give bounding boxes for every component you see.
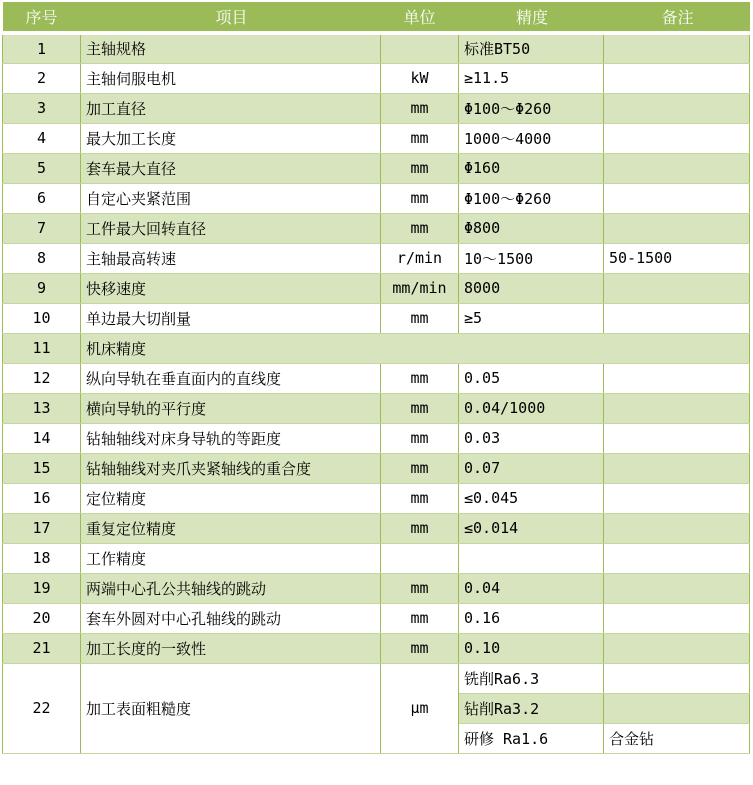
table-row-17 — [3, 513, 750, 543]
cell-precision: ≤0.014 — [459, 513, 604, 543]
cell-note — [604, 363, 750, 393]
cell-no: 13 — [3, 393, 81, 423]
cell-item: 主轴伺服电机 — [81, 63, 381, 93]
cell-unit: mm — [381, 423, 459, 453]
cell-item: 主轴规格 — [81, 33, 381, 63]
cell-precision: 0.05 — [459, 363, 604, 393]
table-row-4 — [3, 123, 750, 153]
table-row-10 — [3, 303, 750, 333]
cell-no: 2 — [3, 63, 81, 93]
cell-item: 单边最大切削量 — [81, 303, 381, 333]
cell-item: 套车外圆对中心孔轴线的跳动 — [81, 603, 381, 633]
cell-unit: mm — [381, 363, 459, 393]
cell-precision: 0.04/1000 — [459, 393, 604, 423]
cell-item: 加工长度的一致性 — [81, 633, 381, 663]
cell-item: 加工直径 — [81, 93, 381, 123]
cell-item: 定位精度 — [81, 483, 381, 513]
cell-no: 20 — [3, 603, 81, 633]
cell-item: 机床精度 — [81, 333, 750, 363]
cell-precision: 标准BT50 — [459, 33, 604, 63]
cell-item: 纵向导轨在垂直面内的直线度 — [81, 363, 381, 393]
table-row-1 — [3, 33, 750, 63]
cell-item: 工作精度 — [81, 543, 381, 573]
table-header — [3, 2, 750, 33]
cell-note — [604, 33, 750, 63]
table-row-22-sub1 — [3, 663, 750, 693]
cell-precision: ≥5 — [459, 303, 604, 333]
cell-note — [604, 543, 750, 573]
cell-no: 4 — [3, 123, 81, 153]
spec-table — [2, 2, 750, 754]
cell-no: 6 — [3, 183, 81, 213]
table-row-16 — [3, 483, 750, 513]
cell-no: 17 — [3, 513, 81, 543]
cell-no: 19 — [3, 573, 81, 603]
table-row-14 — [3, 423, 750, 453]
column-header-unit: 单位 — [381, 2, 459, 33]
cell-note — [604, 663, 750, 693]
cell-note — [604, 93, 750, 123]
cell-precision: 0.10 — [459, 633, 604, 663]
cell-no: 5 — [3, 153, 81, 183]
cell-precision: 0.04 — [459, 573, 604, 603]
cell-precision: 0.07 — [459, 453, 604, 483]
cell-note — [604, 213, 750, 243]
cell-item: 主轴最高转速 — [81, 243, 381, 273]
cell-note — [604, 603, 750, 633]
cell-precision: Φ160 — [459, 153, 604, 183]
cell-no: 18 — [3, 543, 81, 573]
cell-precision: 8000 — [459, 273, 604, 303]
cell-note — [604, 633, 750, 663]
cell-precision: 10～1500 — [459, 243, 604, 273]
cell-unit: mm — [381, 603, 459, 633]
cell-item: 两端中心孔公共轴线的跳动 — [81, 573, 381, 603]
cell-unit — [381, 33, 459, 63]
cell-item: 钻轴轴线对床身导轨的等距度 — [81, 423, 381, 453]
cell-precision: 研修 Ra1.6 — [459, 723, 604, 753]
column-header-item: 项目 — [81, 2, 381, 33]
cell-precision: Φ100～Φ260 — [459, 93, 604, 123]
table-row-20 — [3, 603, 750, 633]
cell-note — [604, 153, 750, 183]
table-row-13 — [3, 393, 750, 423]
table-row-18 — [3, 543, 750, 573]
cell-note: 合金钻 — [604, 723, 750, 753]
cell-no: 1 — [3, 33, 81, 63]
cell-note — [604, 483, 750, 513]
cell-unit: mm — [381, 303, 459, 333]
cell-item: 快移速度 — [81, 273, 381, 303]
column-header-note: 备注 — [604, 2, 750, 33]
cell-precision: 钻削Ra3.2 — [459, 693, 604, 723]
cell-precision: Φ800 — [459, 213, 604, 243]
table-row-7 — [3, 213, 750, 243]
cell-no: 7 — [3, 213, 81, 243]
cell-note — [604, 423, 750, 453]
cell-note — [604, 573, 750, 603]
table-row-11 — [3, 333, 750, 363]
cell-no: 8 — [3, 243, 81, 273]
cell-note — [604, 123, 750, 153]
cell-no: 9 — [3, 273, 81, 303]
cell-no: 11 — [3, 333, 81, 363]
cell-note — [604, 183, 750, 213]
table-row-3 — [3, 93, 750, 123]
cell-item: 横向导轨的平行度 — [81, 393, 381, 423]
cell-precision: ≤0.045 — [459, 483, 604, 513]
cell-unit: mm — [381, 453, 459, 483]
cell-unit: mm — [381, 633, 459, 663]
cell-note — [604, 393, 750, 423]
cell-unit: r/min — [381, 243, 459, 273]
cell-item: 套车最大直径 — [81, 153, 381, 183]
cell-unit: mm/min — [381, 273, 459, 303]
cell-item: 钻轴轴线对夹爪夹紧轴线的重合度 — [81, 453, 381, 483]
cell-unit: μm — [381, 663, 459, 753]
table-row-21 — [3, 633, 750, 663]
cell-precision: 1000～4000 — [459, 123, 604, 153]
cell-item: 最大加工长度 — [81, 123, 381, 153]
cell-unit: mm — [381, 483, 459, 513]
cell-note — [604, 273, 750, 303]
cell-item: 加工表面粗糙度 — [81, 663, 381, 753]
cell-unit — [381, 543, 459, 573]
cell-no: 12 — [3, 363, 81, 393]
cell-unit: mm — [381, 513, 459, 543]
cell-precision: Φ100～Φ260 — [459, 183, 604, 213]
table-row-9 — [3, 273, 750, 303]
table-row-6 — [3, 183, 750, 213]
cell-unit: mm — [381, 183, 459, 213]
cell-no: 15 — [3, 453, 81, 483]
table-row-12 — [3, 363, 750, 393]
cell-no: 21 — [3, 633, 81, 663]
cell-unit: mm — [381, 573, 459, 603]
column-header-no: 序号 — [3, 2, 81, 33]
cell-note — [604, 63, 750, 93]
cell-precision: 铣削Ra6.3 — [459, 663, 604, 693]
cell-unit: mm — [381, 393, 459, 423]
cell-unit: kW — [381, 63, 459, 93]
cell-unit: mm — [381, 93, 459, 123]
cell-unit: mm — [381, 153, 459, 183]
cell-note — [604, 693, 750, 723]
cell-precision: ≥11.5 — [459, 63, 604, 93]
cell-note: 50-1500 — [604, 243, 750, 273]
cell-note — [604, 303, 750, 333]
cell-no: 16 — [3, 483, 81, 513]
cell-item: 自定心夹紧范围 — [81, 183, 381, 213]
cell-note — [604, 453, 750, 483]
cell-unit: mm — [381, 123, 459, 153]
cell-no: 22 — [3, 663, 81, 753]
cell-no: 10 — [3, 303, 81, 333]
cell-unit: mm — [381, 213, 459, 243]
cell-no: 3 — [3, 93, 81, 123]
table-row-2 — [3, 63, 750, 93]
table-row-15 — [3, 453, 750, 483]
table-body — [3, 33, 750, 753]
cell-precision — [459, 543, 604, 573]
header-row — [3, 2, 750, 33]
cell-no: 14 — [3, 423, 81, 453]
table-row-19 — [3, 573, 750, 603]
cell-note — [604, 513, 750, 543]
cell-precision: 0.16 — [459, 603, 604, 633]
table-row-5 — [3, 153, 750, 183]
cell-precision: 0.03 — [459, 423, 604, 453]
cell-item: 重复定位精度 — [81, 513, 381, 543]
table-row-8 — [3, 243, 750, 273]
cell-item: 工件最大回转直径 — [81, 213, 381, 243]
column-header-precision: 精度 — [459, 2, 604, 33]
